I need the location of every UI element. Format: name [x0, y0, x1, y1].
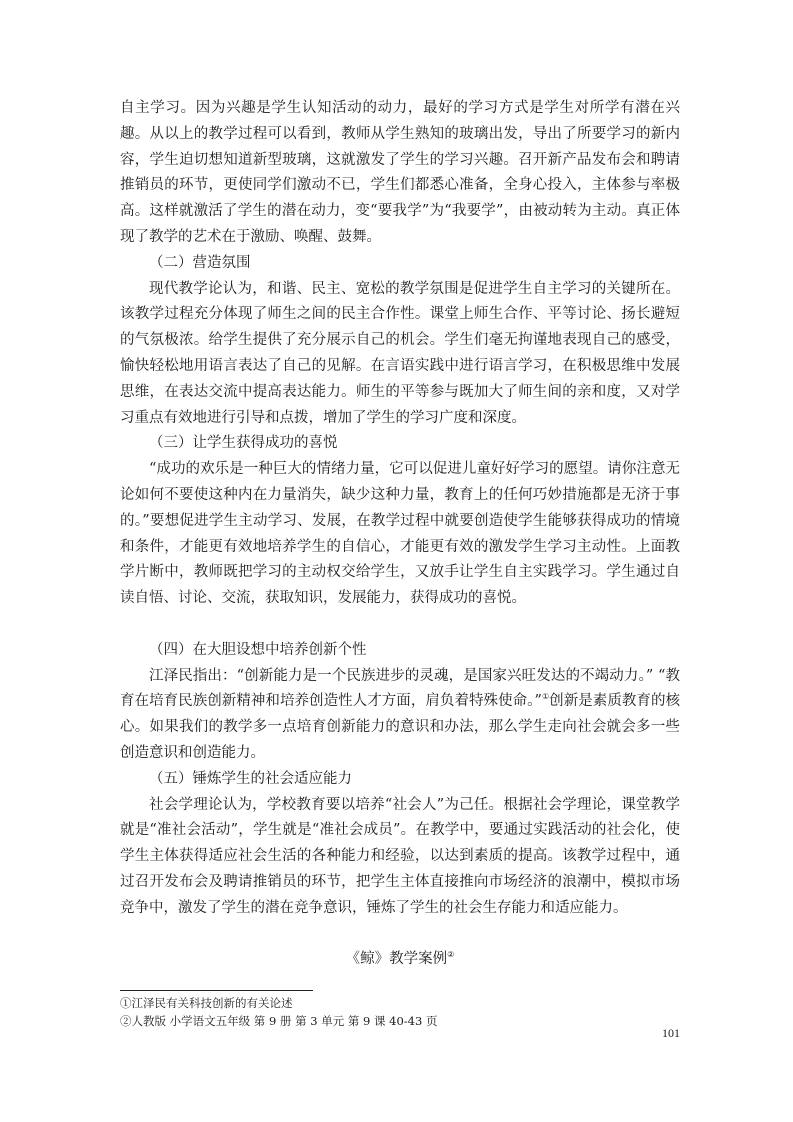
- paragraph-innovation: [120, 664, 680, 767]
- heading-social: （五）锤炼学生的社会适应能力: [149, 770, 352, 787]
- case-title: [120, 947, 680, 973]
- innovation-text: 创新是素质教育的核心。如果我们的教学多一点培育创新能力的意识和办法，那么学生走向社会就会多一些创造意识和创造能力。: [120, 693, 681, 761]
- paragraph-atmosphere: 现代教学论认为，和谐、民主、宽松的教学氛围是促进学生自主学习的关键所在。该教学过程充分体现了师生之间的民主合作性。课堂上师生合作、平等讨论、扬长避短的气氛极浓。给学生提供了充分展示自己的机会。学生们毫无拘谨地表现自己的感受，愉快轻松地用语言表达了自己的见解。在言语实践中进行语言学习，在积极思维中发展思维，在表达交流中提高表达能力。师生的平等参与既加大了师生间的亲和度，又对学习重点有效地进行引导和点拨，增加了学生的学习广度和深度。: [120, 280, 680, 426]
- case-title-text: 《鲸》教学案例: [345, 951, 448, 968]
- heading-innovation: （四）在大胆设想中培养创新个性: [149, 641, 367, 658]
- paragraph-interest: 自主学习。因为兴趣是学生认知活动的动力，最好的学习方式是学生对所学有潜在兴趣。从以上的教学过程可以看到，教师从学生熟知的玻璃出发，导出了所要学习的新内容，学生迫切想知道新型玻璃，这就激发了学生的学习兴趣。召开新产品发布会和聘请推销员的环节，更使同学们激动不已，学生们都悉心准备，全身心投入，主体参与率极高。这样就激活了学生的潜在动力，变“要我学”为“我要学”，由被动转为主动。真正体现了教学的艺术在于激励、唤醒、鼓舞。: [120, 100, 680, 245]
- footnote-2: ②人教版 小学语文五年级 第 9 册 第 3 单元 第 9 课 40-43 页: [120, 1014, 438, 1028]
- body-text: [120, 96, 680, 973]
- paragraph-social: 社会学理论认为，学校教育要以培养“社会人”为己任。根据社会学理论，课堂教学就是“准社会活动”，学生就是“准社会成员”。在教学中，要通过实践活动的社会化，使学生主体获得适应社会生活的各种能力和经验，以达到素质的提高。该教学过程中，通过召开发布会及聘请推销员的环节，把学生主体直接推向市场经济的浪潮中，模拟市场竞争中，激发了学生的潜在竞争意识，锤炼了学生的社会生存能力和适应能力。: [120, 796, 680, 916]
- heading-success: （三）让学生获得成功的喜悦: [149, 435, 338, 452]
- footnote-1: ①江泽民有关科技创新的有关论述: [120, 996, 293, 1010]
- footnote-ref-2: ②: [447, 950, 455, 960]
- heading-atmosphere: （二）营造氛围: [149, 254, 251, 271]
- footnote-ref-1: ①: [541, 692, 550, 702]
- page-number: 101: [662, 1026, 680, 1040]
- footnote-rule: [120, 990, 313, 991]
- paragraph-gap: [120, 612, 680, 638]
- paragraph-success: “成功的欢乐是一种巨大的情绪力量，它可以促进儿童好好学习的愿望。请你注意无论如何不要使这种内在力量消失，缺少这种力量，教育上的任何巧妙措施都是无济于事的。”要想促进学生主动学习、发展，在教学过程中就要创造使学生能够获得成功的情境和条件，才能更有效地培养学生的自信心，才能更有效的激发学生学习主动性。上面教学片断中，教师既把学习的主动权交给学生，又放手让学生自主实践学习。学生通过自读自悟、讨论、交流，获取知识，发展能力，获得成功的喜悦。: [120, 461, 680, 607]
- quote-text: 江泽民指出：“创新能力是一个民族进步的灵魂，是国家兴旺发达的不竭动力。” “教育在培育民族创新精神和培养创造性人才方面，肩负着特殊使命。”: [120, 667, 680, 710]
- footnotes: [120, 994, 680, 1030]
- paragraph-gap: [120, 922, 680, 948]
